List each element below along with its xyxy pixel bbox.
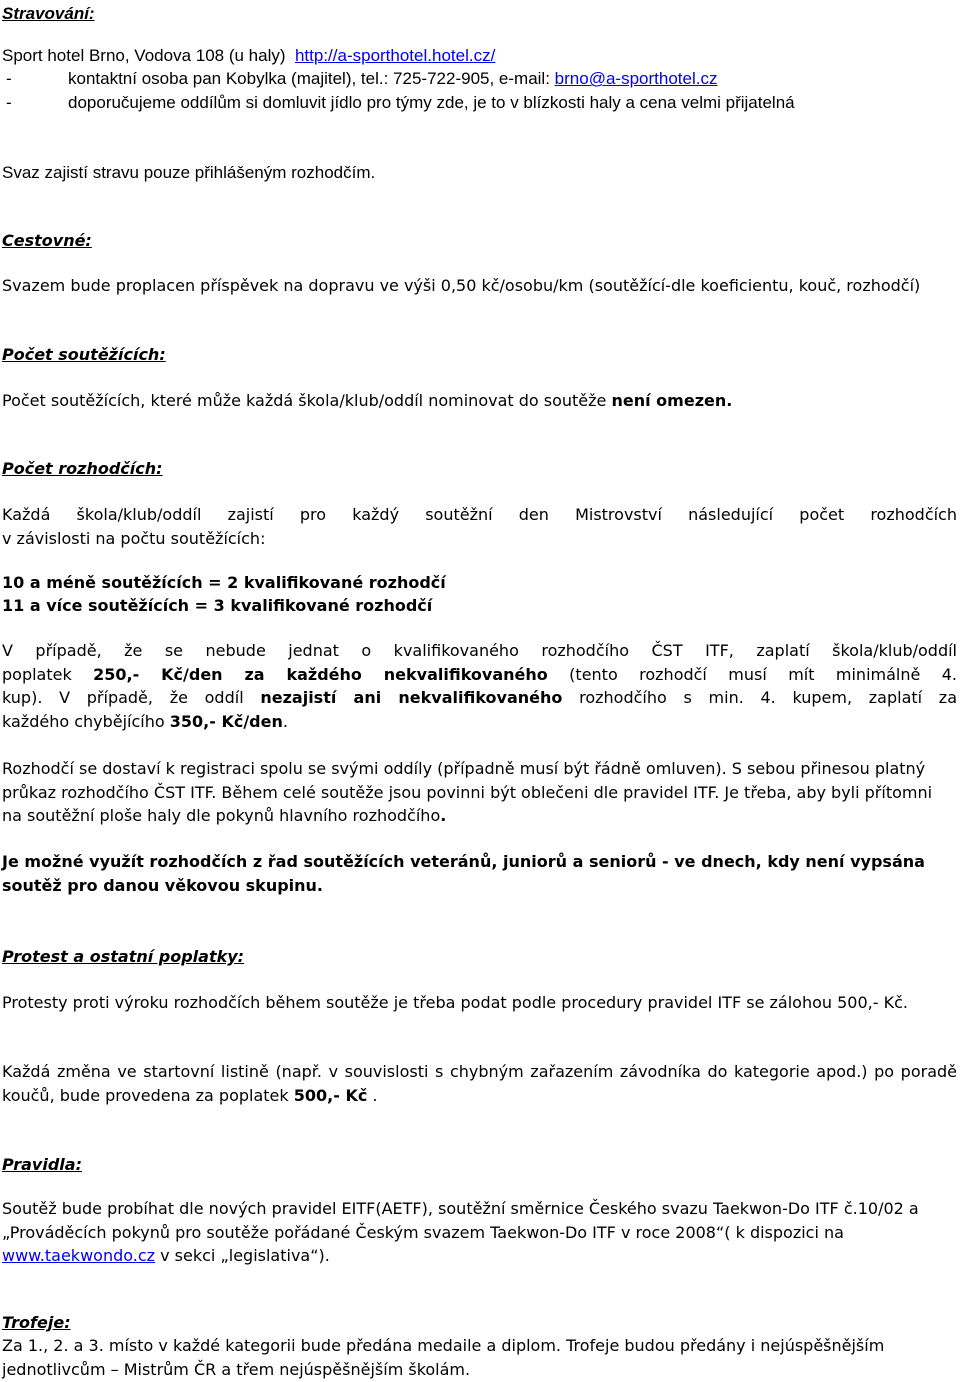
pravidla-text-a: Soutěž bude probíhat dle nových pravidel EITF(AETF), soutěžní směrnice Českého svazu Taekwon-Do ITF č.10/02 a „Prováděcích pokynů pro soutěže pořádané Českým svazem Taekwon-Do ITF v roce 2008“( k dispozici na bbox=[2, 1199, 919, 1242]
registration-end: . bbox=[440, 806, 447, 825]
fee-bold-b: 250,- Kč/den za každého nekvalifikovaného bbox=[93, 664, 548, 684]
trofeje-heading: Trofeje: bbox=[2, 1313, 71, 1332]
contact-email-link[interactable]: brno@a-sporthotel.cz bbox=[554, 69, 718, 88]
section-heading-pravidla bbox=[2, 1153, 82, 1177]
hotel-text: Sport hotel Brno, Vodova 108 (u haly) bbox=[2, 46, 286, 65]
pravidla-heading: Pravidla: bbox=[2, 1155, 82, 1174]
pravidla-text-b: v sekci „legislativa“). bbox=[160, 1246, 330, 1265]
pravidla-paragraph bbox=[2, 1197, 947, 1268]
section-heading-trofeje bbox=[2, 1311, 71, 1335]
fee-bold-h: 350,- Kč/den bbox=[169, 711, 283, 731]
section-heading-pocet-rozhodcich bbox=[2, 457, 163, 481]
contact-text: kontaktní osoba pan Kobylka (majitel), tel.: 725-722-905, e-mail: bbox=[68, 69, 550, 88]
fee-text-a: poplatek bbox=[2, 664, 72, 684]
pocet-soutezicich-bold: není omezen. bbox=[611, 391, 733, 410]
rozhodci-intro-line2: v závislosti na počtu soutěžících: bbox=[2, 528, 266, 548]
contact-line bbox=[2, 67, 960, 91]
section-heading-pocet-soutezicich bbox=[2, 343, 166, 367]
fee-line2 bbox=[2, 663, 957, 687]
fee-text-c: (tento rozhodčí musí mít minimálně 4. bbox=[569, 664, 957, 684]
rozhodci-rule-1: 10 a méně soutěžících = 2 kvalifikované rozhodčí bbox=[2, 573, 446, 592]
fee-text-i: . bbox=[282, 711, 288, 731]
section-heading-cestovne bbox=[2, 229, 92, 253]
protest-heading: Protest a ostatní poplatky: bbox=[2, 947, 245, 966]
protest-p2-end: . bbox=[372, 1085, 378, 1105]
protest-paragraph-1: Protesty proti výroku rozhodčích během soutěže je třeba podat podle procedury pravidel ITF se zálohou 500,- Kč. bbox=[2, 993, 908, 1012]
cestovne-text: Svazem bude proplacen příspěvek na dopravu ve výši 0,50 kč/osobu/km (soutěžící-dle koeficientu, kouč, rozhodčí) bbox=[2, 276, 921, 295]
protest-p2-bold: 500,- Kč bbox=[293, 1085, 368, 1105]
cestovne-heading: Cestovné: bbox=[2, 231, 92, 250]
fee-line3 bbox=[2, 686, 957, 710]
fee-text-f: rozhodčího s min. 4. kupem, zaplatí za bbox=[579, 688, 958, 707]
hotel-info bbox=[2, 44, 960, 68]
fee-text-g: každého chybějícího bbox=[2, 711, 165, 731]
pocet-soutezicich-text: Počet soutěžících, které může každá škola/klub/oddíl nominovat do soutěže bbox=[2, 391, 607, 410]
dash-bullet: - bbox=[6, 93, 12, 112]
pocet-rozhodcich-heading: Počet rozhodčích: bbox=[2, 459, 163, 478]
rozhodci-veterans-paragraph: Je možné využít rozhodčích z řad soutěžících veteránů, juniorů a seniorů - ve dnech, kdy není vypsána soutěž pro danou věkovou skupinu. bbox=[2, 852, 925, 895]
pocet-soutezicich-heading: Počet soutěžících: bbox=[2, 345, 166, 364]
fee-line4 bbox=[2, 712, 288, 731]
fee-line1: V případě, že se nebude jednat o kvalifikovaného rozhodčího ČST ITF, zaplatí škola/klub/oddíl bbox=[2, 641, 957, 660]
rozhodci-registration-paragraph bbox=[2, 757, 947, 828]
section-heading-stravovani bbox=[2, 2, 95, 26]
fee-text-d: kup). V případě, že oddíl bbox=[2, 688, 244, 707]
protest-paragraph-2 bbox=[2, 1060, 957, 1107]
stravovani-heading: Stravování: bbox=[2, 4, 95, 23]
rozhodci-intro bbox=[2, 503, 957, 550]
rozhodci-fee-paragraph bbox=[2, 639, 957, 733]
rozhodci-intro-line1: Každá škola/klub/oddíl zajistí pro každý soutěžní den Mistrovství následující počet rozhodčích bbox=[2, 505, 957, 524]
section-heading-protest bbox=[2, 945, 244, 969]
food-note bbox=[2, 161, 375, 185]
recommend-text: doporučujeme oddílům si domluvit jídlo pro týmy zde, je to v blízkosti haly a cena velmi přijatelná bbox=[68, 93, 795, 112]
protest-p2-text: Každá změna ve startovní listině (např. v souvislosti s chybným zařazením závodníka do kategorie apod.) po poradě koučů, bude provedena za poplatek bbox=[2, 1062, 957, 1105]
fee-bold-e: nezajistí ani nekvalifikovaného bbox=[260, 688, 563, 707]
taekwondo-link[interactable]: www.taekwondo.cz bbox=[2, 1246, 156, 1265]
food-note-text: Svaz zajistí stravu pouze přihlášeným rozhodčím. bbox=[2, 163, 376, 182]
recommend-line bbox=[2, 91, 902, 115]
rozhodci-rule-2: 11 a více soutěžících = 3 kvalifikované rozhodčí bbox=[2, 596, 433, 615]
pocet-soutezicich-paragraph bbox=[2, 389, 947, 413]
registration-text: Rozhodčí se dostaví k registraci spolu se svými oddíly (případně musí být řádně omluven). S sebou přinesou platný průkaz rozhodčího ČST ITF. Během celé soutěže jsou povinni být oblečeni dle pravidel ITF. Je třeba, aby byli přítomni na soutěžní ploše haly dle pokynů hlavního rozhodčího bbox=[2, 759, 933, 825]
trofeje-paragraph: Za 1., 2. a 3. místo v každé kategorii bude předána medaile a diplom. Trofeje budou předány i nejúspěšnějším jednotlivcům – Mistrům ČR a třem nejúspěšnějším školám. bbox=[2, 1336, 885, 1379]
hotel-link[interactable]: http://a-sporthotel.hotel.cz/ bbox=[294, 46, 496, 65]
dash-bullet: - bbox=[6, 69, 12, 88]
